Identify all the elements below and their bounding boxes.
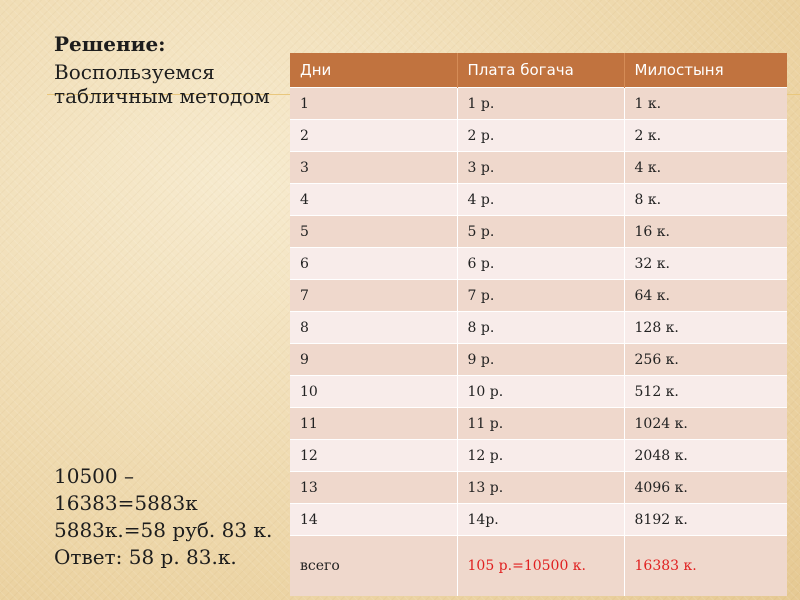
cell-alms: 8 к. <box>624 184 787 216</box>
cell-payment: 12 р. <box>457 440 624 472</box>
cell-day: 5 <box>290 216 457 248</box>
cell-day: 11 <box>290 408 457 440</box>
table-header <box>290 53 787 88</box>
header-row <box>290 53 787 88</box>
cell-day: 8 <box>290 312 457 344</box>
total-payment: 105 р.=10500 к. <box>457 536 624 597</box>
cell-day: 4 <box>290 184 457 216</box>
cell-day: 9 <box>290 344 457 376</box>
cell-payment: 13 р. <box>457 472 624 504</box>
cell-payment: 6 р. <box>457 248 624 280</box>
table-row <box>290 408 787 440</box>
cell-day: 2 <box>290 120 457 152</box>
header-rich-payment: Плата богача <box>457 53 624 88</box>
payments-table <box>290 53 787 596</box>
table-row <box>290 376 787 408</box>
cell-alms: 1024 к. <box>624 408 787 440</box>
table-row <box>290 152 787 184</box>
cell-payment: 14р. <box>457 504 624 536</box>
table-body <box>290 88 787 597</box>
cell-day: 13 <box>290 472 457 504</box>
cell-alms: 128 к. <box>624 312 787 344</box>
cell-day: 1 <box>290 88 457 120</box>
table-row <box>290 280 787 312</box>
calculation-line: 10500 – <box>54 464 134 488</box>
cell-alms: 256 к. <box>624 344 787 376</box>
cell-payment: 5 р. <box>457 216 624 248</box>
cell-alms: 2048 к. <box>624 440 787 472</box>
table-row <box>290 312 787 344</box>
calculation-line: 16383=5883к <box>54 491 198 515</box>
cell-alms: 4 к. <box>624 152 787 184</box>
table-row <box>290 248 787 280</box>
cell-alms: 1 к. <box>624 88 787 120</box>
calculation-line: 5883к.=58 руб. 83 к. <box>54 518 273 542</box>
method-subheading: Воспользуемся табличным методом <box>54 60 270 108</box>
table-row <box>290 216 787 248</box>
cell-alms: 2 к. <box>624 120 787 152</box>
cell-day: 3 <box>290 152 457 184</box>
cell-payment: 3 р. <box>457 152 624 184</box>
cell-day: 6 <box>290 248 457 280</box>
cell-payment: 9 р. <box>457 344 624 376</box>
cell-alms: 512 к. <box>624 376 787 408</box>
total-row <box>290 536 787 597</box>
cell-alms: 8192 к. <box>624 504 787 536</box>
cell-payment: 1 р. <box>457 88 624 120</box>
cell-payment: 11 р. <box>457 408 624 440</box>
table-row <box>290 504 787 536</box>
cell-day: 12 <box>290 440 457 472</box>
table-row <box>290 120 787 152</box>
cell-alms: 4096 к. <box>624 472 787 504</box>
calculation-block <box>54 463 284 571</box>
table-row <box>290 344 787 376</box>
cell-payment: 8 р. <box>457 312 624 344</box>
answer-line: Ответ: 58 р. 83.к. <box>54 545 237 569</box>
solution-heading: Решение: <box>54 32 166 56</box>
cell-payment: 7 р. <box>457 280 624 312</box>
cell-day: 14 <box>290 504 457 536</box>
header-days: Дни <box>290 53 457 88</box>
table-row <box>290 88 787 120</box>
cell-alms: 64 к. <box>624 280 787 312</box>
cell-payment: 2 р. <box>457 120 624 152</box>
cell-payment: 4 р. <box>457 184 624 216</box>
cell-alms: 32 к. <box>624 248 787 280</box>
cell-payment: 10 р. <box>457 376 624 408</box>
table-row <box>290 184 787 216</box>
table-row <box>290 440 787 472</box>
total-alms: 16383 к. <box>624 536 787 597</box>
cell-alms: 16 к. <box>624 216 787 248</box>
cell-day: 7 <box>290 280 457 312</box>
table-row <box>290 472 787 504</box>
cell-day: 10 <box>290 376 457 408</box>
total-label: всего <box>290 536 457 597</box>
header-alms: Милостыня <box>624 53 787 88</box>
